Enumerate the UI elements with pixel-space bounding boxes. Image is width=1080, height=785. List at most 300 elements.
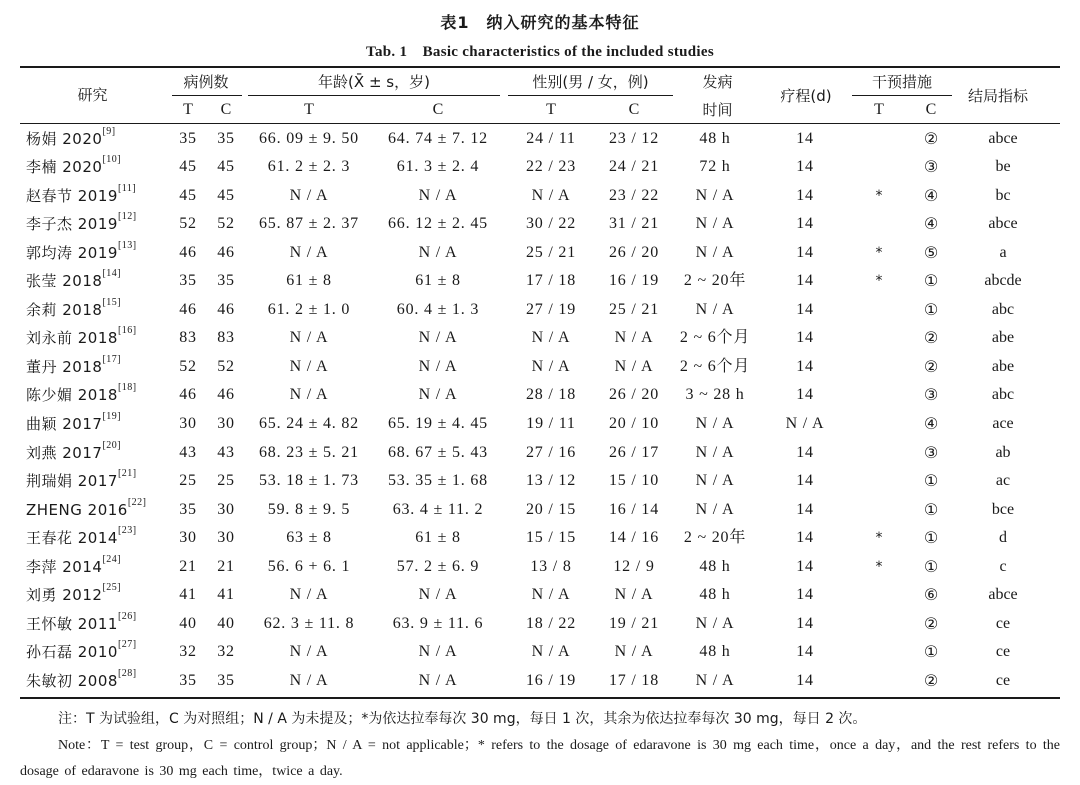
cell-age-t: N / A: [289, 243, 329, 261]
header-age-underline: [248, 95, 500, 96]
table-row: [20, 381, 1060, 410]
cell-gender-c: 23 / 22: [608, 186, 660, 204]
cell-intervention-c: ⑥: [923, 585, 939, 605]
header-gender-c: C: [628, 101, 640, 118]
cell-age-c: 66. 12 ± 2. 45: [388, 215, 488, 233]
cell-cases-t: 21: [179, 557, 197, 575]
cell-gender-t: N / A: [531, 329, 571, 347]
cell-onset: N / A: [695, 300, 735, 318]
study-reference: [9]: [102, 125, 116, 137]
study-reference: [12]: [117, 211, 137, 223]
cell-course: 14: [796, 129, 814, 147]
table-row: [20, 210, 1060, 239]
cell-age-t: 66. 09 ± 9. 50: [259, 129, 359, 147]
cell-age-c: 68. 67 ± 5. 43: [388, 443, 488, 461]
cell-intervention-c: ②: [923, 328, 939, 348]
cell-course: 14: [796, 329, 814, 347]
cell-gender-c: 26 / 20: [608, 243, 660, 261]
table-row: [20, 324, 1060, 353]
cell-onset: 48 h: [699, 586, 731, 604]
table-title-cn: 表1 纳入研究的基本特征: [440, 13, 640, 32]
cell-cases-t: 41: [179, 586, 197, 604]
cell-study: [26, 210, 176, 239]
table-note-en: Note：T = test group，C = control group；N / A = not applicable；* refers to the dosage of edaravone is 30 mg each time，once a day，and the rest refers to the dosage of edaravone is 30 mg each time，twice a day.: [20, 738, 1060, 779]
table-row: [20, 439, 1060, 468]
table-row: [20, 410, 1060, 439]
cell-gender-t: 18 / 22: [525, 614, 577, 632]
cell-intervention-c: ①: [923, 299, 939, 319]
cell-outcome: a: [999, 243, 1007, 261]
cell-onset: 48 h: [699, 129, 731, 147]
cell-study: [26, 239, 176, 268]
cell-cases-c: 35: [217, 671, 235, 689]
table-row: [20, 182, 1060, 211]
cell-intervention-t: [862, 353, 896, 382]
cell-intervention-c: ①: [923, 528, 939, 548]
cell-onset: N / A: [695, 186, 735, 204]
cell-course: 14: [796, 300, 814, 318]
cell-outcome: ace: [992, 415, 1014, 432]
cell-age-t: 56. 6 + 6. 1: [267, 557, 351, 575]
cell-cases-c: 52: [217, 215, 235, 233]
header-gender-underline: [508, 95, 673, 96]
cell-cases-c: 40: [217, 614, 235, 632]
cell-onset: N / A: [695, 500, 735, 518]
cell-gender-c: 14 / 16: [608, 529, 660, 547]
cell-intervention-t: [862, 439, 896, 468]
cell-onset: 3 ~ 28 h: [685, 386, 745, 404]
cell-age-c: N / A: [418, 243, 458, 261]
cell-cases-t: 83: [179, 329, 197, 347]
cell-age-c: N / A: [418, 386, 458, 404]
header-study: 研究: [77, 86, 108, 104]
cell-age-c: 53. 35 ± 1. 68: [388, 472, 488, 490]
cell-outcome: d: [999, 529, 1007, 547]
cell-cases-t: 30: [179, 529, 197, 547]
study-name: 刘燕 2017: [26, 443, 103, 462]
cell-gender-c: N / A: [614, 329, 654, 347]
cell-outcome: ac: [995, 472, 1011, 490]
study-name: 余莉 2018: [26, 300, 103, 319]
cell-gender-t: N / A: [531, 643, 571, 661]
header-age-c: C: [432, 101, 444, 118]
cell-cases-c: 35: [217, 272, 235, 290]
cell-outcome: abc: [991, 386, 1015, 404]
cell-study: [26, 467, 176, 496]
study-reference: [20]: [102, 439, 122, 451]
cell-course: 14: [796, 557, 814, 575]
cell-intervention-c: ②: [923, 613, 939, 633]
cell-cases-t: 43: [179, 443, 197, 461]
cell-intervention-t: [862, 581, 896, 610]
study-reference: [18]: [117, 382, 137, 394]
cell-study: [26, 267, 176, 296]
cell-cases-t: 52: [179, 215, 197, 233]
study-reference: [26]: [117, 610, 137, 622]
cell-intervention-t: *: [875, 187, 883, 204]
cell-cases-t: 35: [179, 500, 197, 518]
cell-study: [26, 610, 176, 639]
cell-cases-t: 52: [179, 357, 197, 375]
cell-gender-c: 16 / 14: [608, 500, 660, 518]
cell-onset: N / A: [695, 671, 735, 689]
cell-gender-t: 25 / 21: [525, 243, 577, 261]
cell-gender-c: 26 / 17: [608, 443, 660, 461]
cell-gender-c: N / A: [614, 586, 654, 604]
cell-gender-t: 28 / 18: [525, 386, 577, 404]
cell-study: [26, 153, 176, 182]
study-name: 荆瑞娟 2017: [26, 472, 118, 491]
study-name: 李子杰 2019: [26, 215, 118, 234]
cell-cases-c: 46: [217, 300, 235, 318]
cell-age-t: N / A: [289, 643, 329, 661]
cell-gender-t: 15 / 15: [525, 529, 577, 547]
cell-cases-c: 43: [217, 443, 235, 461]
cell-cases-c: 30: [217, 500, 235, 518]
cell-age-c: N / A: [418, 357, 458, 375]
cell-age-t: 61. 2 ± 1. 0: [267, 300, 351, 318]
cell-study: [26, 381, 176, 410]
cell-gender-t: N / A: [531, 186, 571, 204]
cell-cases-c: 41: [217, 586, 235, 604]
cell-cases-t: 46: [179, 300, 197, 318]
header-onset-2: 时间: [702, 101, 733, 119]
cell-outcome: abe: [991, 329, 1015, 347]
cell-intervention-c: ②: [923, 356, 939, 376]
cell-cases-c: 35: [217, 129, 235, 147]
cell-gender-t: 24 / 11: [526, 129, 576, 147]
table-row: [20, 553, 1060, 582]
cell-outcome: abce: [988, 215, 1018, 233]
cell-age-t: N / A: [289, 186, 329, 204]
table-row: [20, 496, 1060, 525]
cell-gender-t: 27 / 19: [525, 300, 577, 318]
header-outcome: 结局指标: [967, 87, 1028, 105]
cell-outcome: abce: [988, 586, 1018, 604]
cell-course: 14: [796, 386, 814, 404]
header-intervention: 干预措施: [871, 73, 932, 91]
cell-cases-t: 35: [179, 671, 197, 689]
cell-course: 14: [796, 500, 814, 518]
cell-outcome: c: [999, 557, 1007, 575]
table-row: [20, 467, 1060, 496]
study-reference: [21]: [117, 468, 137, 480]
cell-cases-t: 32: [179, 643, 197, 661]
cell-course: 14: [796, 443, 814, 461]
cell-study: [26, 553, 176, 582]
cell-intervention-t: [862, 381, 896, 410]
cell-outcome: ce: [995, 614, 1011, 632]
study-name: ZHENG 2016: [26, 500, 128, 519]
cell-cases-t: 46: [179, 243, 197, 261]
cell-age-c: 61 ± 8: [415, 529, 461, 547]
cell-outcome: ce: [995, 671, 1011, 689]
cell-cases-t: 35: [179, 272, 197, 290]
table-row: [20, 524, 1060, 553]
cell-onset: 2 ~ 6个月: [679, 357, 751, 375]
cell-gender-c: 25 / 21: [608, 300, 660, 318]
cell-study: [26, 182, 176, 211]
cell-gender-c: 26 / 20: [608, 386, 660, 404]
cell-cases-t: 45: [179, 158, 197, 176]
table-row: [20, 638, 1060, 667]
cell-course: N / A: [785, 415, 825, 432]
cell-gender-t: 22 / 23: [525, 158, 577, 176]
cell-intervention-c: ⑤: [923, 242, 939, 262]
cell-age-t: N / A: [289, 386, 329, 404]
cell-cases-t: 30: [179, 415, 197, 432]
cell-intervention-c: ①: [923, 271, 939, 291]
study-reference: [14]: [102, 268, 122, 280]
cell-study: [26, 581, 176, 610]
table-row: [20, 610, 1060, 639]
cell-cases-c: 32: [217, 643, 235, 661]
cell-cases-c: 25: [217, 472, 235, 490]
cell-age-t: N / A: [289, 586, 329, 604]
cell-onset: 48 h: [699, 643, 731, 661]
cell-study: [26, 667, 176, 696]
table-row: [20, 353, 1060, 382]
cell-cases-t: 35: [179, 129, 197, 147]
study-reference: [27]: [117, 639, 137, 651]
cell-outcome: ce: [995, 643, 1011, 661]
study-name: 陈少媚 2018: [26, 386, 118, 405]
cell-age-c: 65. 19 ± 4. 45: [388, 415, 488, 432]
cell-gender-c: N / A: [614, 643, 654, 661]
study-name: 赵春节 2019: [26, 186, 118, 205]
table-row: [20, 296, 1060, 325]
cell-onset: N / A: [695, 243, 735, 261]
study-name: 朱敏初 2008: [26, 671, 118, 690]
cell-age-c: 57. 2 ± 6. 9: [396, 557, 480, 575]
study-reference: [19]: [102, 411, 122, 422]
cell-outcome: ab: [995, 443, 1011, 461]
table-row: [20, 581, 1060, 610]
header-intervention-t: T: [874, 101, 884, 118]
study-reference: [22]: [127, 496, 147, 508]
table-row: [20, 239, 1060, 268]
cell-gender-c: 15 / 10: [608, 472, 660, 490]
cell-intervention-t: *: [875, 558, 883, 575]
cell-gender-t: N / A: [531, 357, 571, 375]
cell-age-t: 65. 24 ± 4. 82: [259, 415, 359, 432]
cell-age-c: N / A: [418, 329, 458, 347]
cell-course: 14: [796, 472, 814, 490]
cell-course: 14: [796, 243, 814, 261]
cell-intervention-c: ②: [923, 128, 939, 148]
table-title-en: Tab. 1 Basic characteristics of the included studies: [366, 44, 714, 60]
cell-course: 14: [796, 614, 814, 632]
cell-intervention-c: ③: [923, 385, 939, 405]
cell-course: 14: [796, 272, 814, 290]
cell-intervention-t: [862, 610, 896, 639]
study-reference: [15]: [102, 296, 122, 308]
cell-cases-t: 40: [179, 614, 197, 632]
cell-onset: 48 h: [699, 557, 731, 575]
cell-age-t: 59. 8 ± 9. 5: [267, 500, 351, 518]
cell-gender-c: 16 / 19: [608, 272, 660, 290]
header-course: 疗程(d): [780, 87, 832, 105]
cell-outcome: abce: [988, 129, 1018, 147]
cell-outcome: abcde: [984, 272, 1022, 290]
study-reference: [28]: [117, 667, 137, 679]
cell-course: 14: [796, 529, 814, 547]
cell-course: 14: [796, 186, 814, 204]
study-name: 郭均涛 2019: [26, 243, 118, 262]
cell-intervention-t: [862, 210, 896, 239]
cell-gender-t: 19 / 11: [526, 415, 576, 432]
study-name: 董丹 2018: [26, 357, 103, 376]
cell-intervention-t: *: [875, 530, 883, 547]
study-name: 孙石磊 2010: [26, 643, 118, 662]
study-name: 刘勇 2012: [26, 586, 103, 605]
cell-gender-t: 16 / 19: [525, 671, 577, 689]
cell-age-t: N / A: [289, 671, 329, 689]
study-name: 王春花 2014: [26, 529, 118, 548]
cell-cases-c: 46: [217, 386, 235, 404]
cell-study: [26, 353, 176, 382]
cell-cases-c: 83: [217, 329, 235, 347]
cell-onset: N / A: [695, 472, 735, 490]
cell-age-t: 62. 3 ± 11. 8: [263, 614, 355, 632]
cell-cases-c: 45: [217, 186, 235, 204]
cell-intervention-t: [862, 296, 896, 325]
header-cases-t: T: [183, 101, 193, 118]
cell-gender-c: 12 / 9: [613, 557, 655, 575]
cell-intervention-c: ②: [923, 670, 939, 690]
header-onset-1: 发病: [702, 73, 733, 91]
cell-cases-c: 30: [217, 529, 235, 547]
cell-age-c: 60. 4 ± 1. 3: [396, 300, 480, 318]
table-row: [20, 667, 1060, 696]
cell-cases-c: 45: [217, 158, 235, 176]
cell-intervention-t: [862, 667, 896, 696]
cell-onset: N / A: [695, 614, 735, 632]
cell-outcome: bce: [991, 500, 1015, 518]
study-name: 杨娟 2020: [26, 129, 103, 148]
cell-intervention-t: [862, 125, 896, 154]
cell-age-c: 63. 9 ± 11. 6: [392, 614, 484, 632]
cell-outcome: abc: [991, 300, 1015, 318]
study-reference: [11]: [117, 182, 137, 194]
cell-age-c: N / A: [418, 671, 458, 689]
cell-cases-t: 45: [179, 186, 197, 204]
header-cases-c: C: [220, 101, 232, 118]
cell-gender-c: 23 / 12: [608, 129, 660, 147]
table-note-cn: 注：T 为试验组，C 为对照组；N / A 为未提及；*为依达拉奉每次 30 mg，每日 1 次，其余为依达拉奉每次 30 mg，每日 2 次。: [58, 711, 867, 727]
study-name: 李萍 2014: [26, 557, 103, 576]
cell-intervention-t: *: [875, 273, 883, 290]
header-intervention-c: C: [925, 101, 937, 118]
cell-intervention-t: [862, 410, 896, 439]
table-top-rule: [20, 66, 1060, 68]
study-reference: [17]: [102, 353, 122, 365]
cell-intervention-c: ①: [923, 499, 939, 519]
cell-intervention-c: ①: [923, 556, 939, 576]
cell-cases-t: 46: [179, 386, 197, 404]
cell-intervention-t: [862, 467, 896, 496]
cell-study: [26, 125, 176, 154]
study-reference: [23]: [117, 525, 137, 537]
cell-age-c: 61 ± 8: [415, 272, 461, 290]
cell-gender-c: 20 / 10: [608, 415, 660, 432]
cell-gender-t: 20 / 15: [525, 500, 577, 518]
cell-course: 14: [796, 158, 814, 176]
cell-age-t: 61. 2 ± 2. 3: [267, 158, 351, 176]
cell-gender-t: 13 / 12: [525, 472, 577, 490]
cell-age-c: 63. 4 ± 11. 2: [392, 500, 484, 518]
cell-age-c: 61. 3 ± 2. 4: [396, 158, 480, 176]
cell-age-c: N / A: [418, 186, 458, 204]
cell-gender-c: 24 / 21: [608, 158, 660, 176]
study-reference: [10]: [102, 154, 122, 166]
header-age: 年龄(X̄ ± s，岁): [318, 73, 430, 91]
cell-onset: 72 h: [699, 158, 731, 176]
cell-intervention-c: ①: [923, 642, 939, 662]
cell-gender-c: 17 / 18: [608, 671, 660, 689]
header-intervention-underline: [852, 95, 952, 96]
cell-study: [26, 324, 176, 353]
cell-intervention-t: [862, 638, 896, 667]
cell-age-t: 68. 23 ± 5. 21: [259, 443, 359, 461]
cell-gender-t: 13 / 8: [530, 557, 572, 575]
cell-age-t: 61 ± 8: [286, 272, 332, 290]
cell-study: [26, 524, 176, 553]
cell-age-c: N / A: [418, 643, 458, 661]
cell-study: [26, 410, 176, 439]
cell-intervention-t: *: [875, 244, 883, 261]
cell-cases-c: 21: [217, 557, 235, 575]
cell-intervention-t: [862, 153, 896, 182]
cell-course: 14: [796, 357, 814, 375]
cell-outcome: be: [995, 158, 1011, 176]
cell-outcome: abe: [991, 357, 1015, 375]
cell-age-t: 65. 87 ± 2. 37: [259, 215, 359, 233]
cell-intervention-c: ③: [923, 157, 939, 177]
table-row: [20, 153, 1060, 182]
cell-outcome: bc: [995, 186, 1011, 204]
cell-intervention-c: ①: [923, 471, 939, 491]
cell-onset: 2 ~ 20年: [683, 272, 747, 290]
cell-gender-t: 27 / 16: [525, 443, 577, 461]
study-reference: [24]: [102, 553, 122, 565]
study-name: 刘永前 2018: [26, 329, 118, 348]
header-age-t: T: [304, 101, 314, 118]
cell-intervention-c: ④: [923, 185, 939, 205]
cell-intervention-t: [862, 496, 896, 525]
header-cases-underline: [172, 95, 242, 96]
table-row: [20, 125, 1060, 154]
cell-onset: 2 ~ 6个月: [679, 329, 751, 347]
header-cases: 病例数: [183, 73, 229, 91]
cell-gender-t: N / A: [531, 586, 571, 604]
cell-study: [26, 496, 176, 525]
cell-age-t: N / A: [289, 329, 329, 347]
study-name: 王怀敏 2011: [26, 614, 118, 633]
cell-study: [26, 638, 176, 667]
cell-age-c: N / A: [418, 586, 458, 604]
cell-gender-c: 31 / 21: [608, 215, 660, 233]
cell-age-c: 64. 74 ± 7. 12: [388, 129, 488, 147]
cell-gender-t: 30 / 22: [525, 215, 577, 233]
header-gender: 性别(男 / 女，例): [532, 73, 649, 91]
study-name: 李楠 2020: [26, 158, 103, 177]
cell-study: [26, 296, 176, 325]
cell-cases-c: 52: [217, 357, 235, 375]
cell-age-t: 63 ± 8: [286, 529, 332, 547]
cell-onset: N / A: [695, 443, 735, 461]
cell-onset: 2 ~ 20年: [683, 529, 747, 547]
